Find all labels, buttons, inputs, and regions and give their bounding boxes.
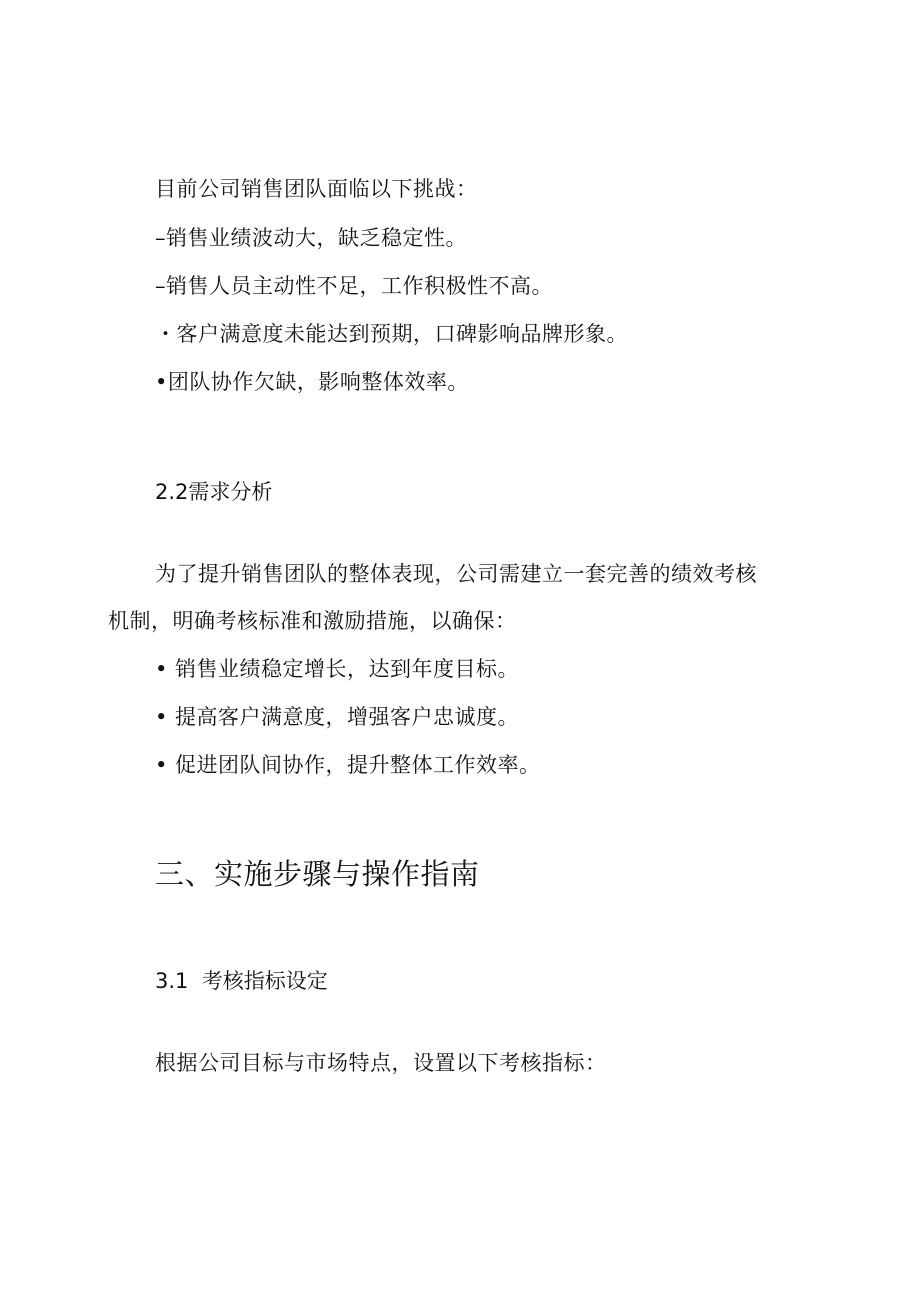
needs-item: • 促进团队间协作，提升整体工作效率。 bbox=[155, 753, 541, 777]
challenge-item: –销售人员主动性不足，工作积极性不高。 bbox=[155, 274, 553, 298]
section-heading-3: 三、实施步骤与操作指南 bbox=[155, 857, 480, 891]
needs-item: • 销售业绩稳定增长，达到年度目标。 bbox=[155, 657, 520, 681]
section-heading-3-1: 3.1 考核指标设定 bbox=[155, 969, 328, 993]
needs-paragraph-line: 为了提升销售团队的整体表现，公司需建立一套完善的绩效考核 bbox=[155, 562, 757, 586]
challenge-item: •团队协作欠缺，影响整体效率。 bbox=[155, 370, 469, 394]
challenge-item: –销售业绩波动大，缺乏稳定性。 bbox=[155, 226, 467, 250]
section-heading-2-2: 2.2需求分析 bbox=[155, 480, 273, 504]
challenges-intro: 目前公司销售团队面临以下挑战： bbox=[155, 177, 478, 201]
needs-item: • 提高客户满意度，增强客户忠诚度。 bbox=[155, 705, 520, 729]
needs-paragraph-line: 机制，明确考核标准和激励措施，以确保： bbox=[108, 609, 517, 633]
indicators-paragraph: 根据公司目标与市场特点，设置以下考核指标： bbox=[155, 1051, 607, 1075]
challenge-item: ・客户满意度未能达到预期，口碑影响品牌形象。 bbox=[155, 322, 628, 346]
